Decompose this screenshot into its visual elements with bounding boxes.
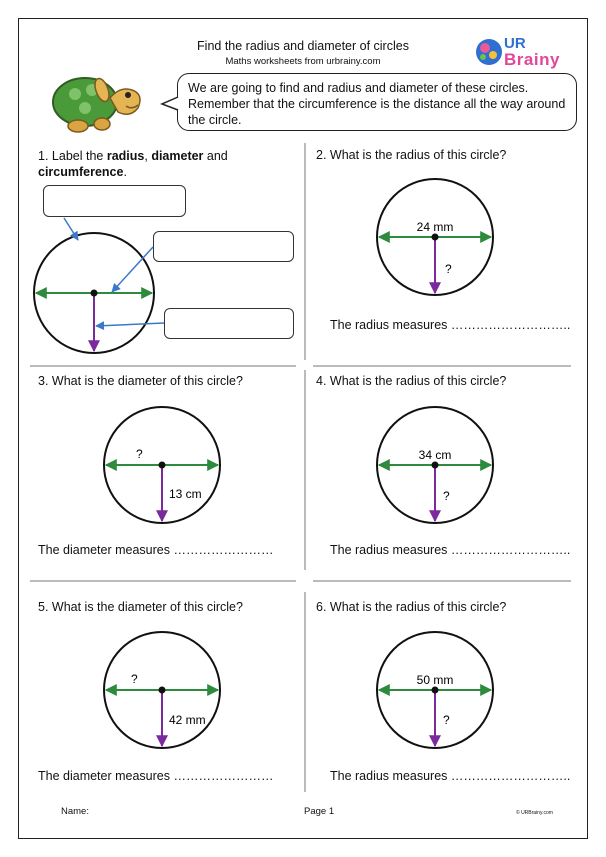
logo-ur-text: UR xyxy=(504,35,526,52)
speech-text: We are going to find and radius and diameter of these circles. Remember that the circumference is the distance all the way around the circle. xyxy=(188,81,566,127)
question-4-diagram xyxy=(372,402,502,528)
question-5-diagram xyxy=(98,627,228,753)
circumference-label-box[interactable] xyxy=(43,185,186,217)
radius-pointer xyxy=(96,323,164,326)
question-5-answer-line[interactable]: The diameter measures …………………… xyxy=(38,769,274,783)
question-6-prompt: 6. What is the radius of this circle? xyxy=(316,600,507,614)
page-number: Page 1 xyxy=(304,806,335,817)
question-1-diagram xyxy=(30,215,300,360)
copyright-text: © URBrainy.com xyxy=(516,810,553,816)
question-3-prompt: 3. What is the diameter of this circle? xyxy=(38,374,243,388)
radius-value: ? xyxy=(445,262,452,276)
tortoise-mascot xyxy=(40,68,175,136)
divider-horizontal-2-right xyxy=(313,580,571,582)
radius-term: radius xyxy=(106,149,145,163)
question-2-prompt: 2. What is the radius of this circle? xyxy=(316,148,507,162)
worksheet-subtitle: Maths worksheets from urbrainy.com xyxy=(225,56,381,67)
question-4-answer-line[interactable]: The radius measures ……………………….. xyxy=(330,543,571,557)
divider-vertical-bottom xyxy=(304,592,306,792)
diameter-value: ? xyxy=(131,672,138,686)
centre-dot xyxy=(159,462,166,469)
urbrainy-logo xyxy=(470,32,565,72)
circumference-term: circumference xyxy=(38,165,124,179)
question-2-diagram xyxy=(372,175,502,301)
question-1-prompt: 1. Label the radius, diameter and circumference. xyxy=(38,149,228,179)
question-6-diagram xyxy=(372,627,502,753)
diameter-value: 50 mm xyxy=(416,673,454,687)
question-4-prompt: 4. What is the radius of this circle? xyxy=(316,374,507,388)
radius-value: ? xyxy=(443,489,450,503)
question-3-diagram xyxy=(98,402,228,528)
question-6-answer-line[interactable]: The radius measures ……………………….. xyxy=(330,769,571,783)
diameter-value: 24 mm xyxy=(416,220,454,234)
centre-dot xyxy=(432,462,439,469)
diameter-value: ? xyxy=(136,447,143,461)
divider-horizontal-1-right xyxy=(313,365,571,367)
centre-dot xyxy=(432,687,439,694)
divider-horizontal-1-left xyxy=(30,365,296,367)
question-2-answer-line[interactable]: The radius measures ……………………….. xyxy=(330,318,571,332)
diameter-pointer xyxy=(112,247,153,292)
divider-vertical-top xyxy=(304,143,306,360)
radius-value: 42 mm xyxy=(169,713,206,727)
diameter-term: diameter xyxy=(151,149,204,163)
radius-value: ? xyxy=(443,713,450,727)
centre-dot xyxy=(432,234,439,241)
tortoise-icon xyxy=(40,68,175,136)
radius-value: 13 cm xyxy=(169,487,202,501)
divider-vertical-middle xyxy=(304,370,306,570)
divider-horizontal-2-left xyxy=(30,580,296,582)
name-label: Name: xyxy=(61,806,89,817)
centre-dot xyxy=(159,687,166,694)
logo-brainy-text: Brainy xyxy=(504,50,560,69)
worksheet-title: Find the radius and diameter of circles xyxy=(197,39,409,53)
diameter-value: 34 cm xyxy=(418,448,452,462)
question-3-answer-line[interactable]: The diameter measures …………………… xyxy=(38,543,274,557)
speech-bubble xyxy=(177,73,577,131)
centre-dot xyxy=(91,290,98,297)
question-5-prompt: 5. What is the diameter of this circle? xyxy=(38,600,243,614)
speech-bubble-tail xyxy=(160,96,182,112)
